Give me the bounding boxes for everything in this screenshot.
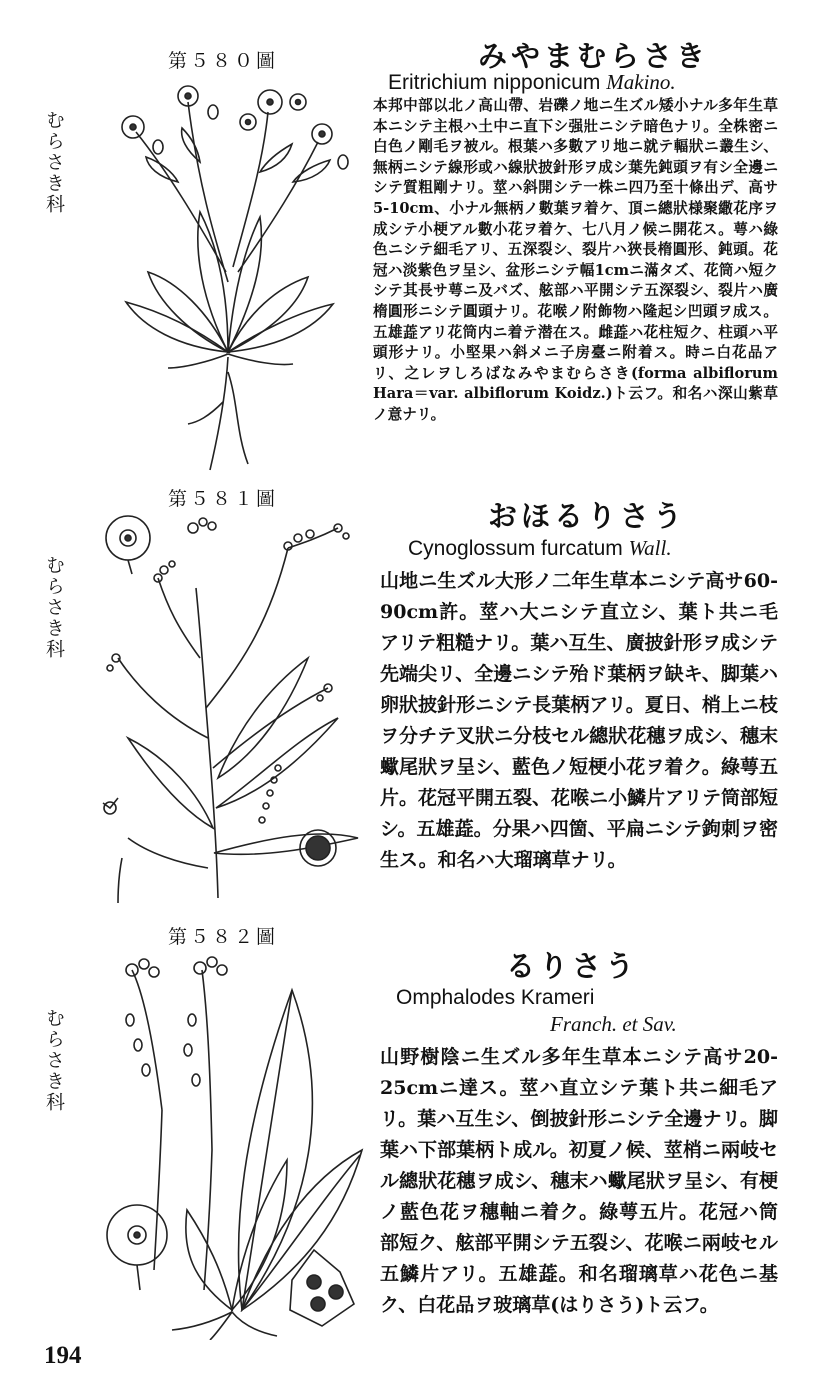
scientific-name xyxy=(388,70,676,95)
family-label: むらさき科 xyxy=(43,1008,65,1113)
description: 山地ニ生ズル大形ノ二年生草本ニシテ高サ60-90cm許。莖ハ大ニシテ直立シ、葉ト共ニ毛アリテ粗糙ナリ。葉ハ互生、廣披針形ヲ成シテ先端尖リ、全邊ニシテ殆ド葉柄ヲ缺キ、脚葉ハ卵狀披針形ニシテ長葉柄アリ。夏日、梢上ニ枝ヲ分チテ叉狀ニ分枝セル總狀花穗ヲ成シ、穗末蠍尾狀ヲ呈シ、藍色ノ短梗小花ヲ着ク。綠萼五片。花冠平開五裂、花喉ニ小鱗片アリテ筒部短シ。五雄蕋。分果ハ四箇、平扁ニシテ鉤刺ヲ密生ス。和名ハ大瑠璃草ナリ。 xyxy=(380,570,778,871)
plant-illustration xyxy=(92,950,382,1340)
genus-species: Cynoglossum furcatum xyxy=(408,537,623,560)
page-number: 194 xyxy=(44,1342,82,1369)
scientific-name xyxy=(396,986,594,1010)
figure-label: 第５８１圖 xyxy=(168,488,279,510)
plant-illustration xyxy=(88,72,368,472)
japanese-name: みやまむらさき xyxy=(478,39,710,73)
authority: Wall. xyxy=(628,536,672,560)
scientific-name xyxy=(408,536,672,561)
genus-species: Eritrichium nipponicum xyxy=(388,71,601,94)
authority: Franch. et Sav. xyxy=(550,1012,677,1036)
description: 山野樹陰ニ生ズル多年生草本ニシテ高サ20-25cmニ達ス。莖ハ直立シテ葉ト共ニ細毛アリ。葉ハ互生シ、倒披針形ニシテ全邊ナリ。脚葉ハ下部葉柄ト成ル。初夏ノ候、莖梢ニ兩岐セル總狀花穗ヲ成シ、穗末ハ蠍尾狀ヲ呈シ、有梗ノ藍色花ヲ穗軸ニ着ク。綠萼五片。花冠ハ筒部短ク、舷部平開シテ五裂シ、花喉ニ兩岐セル五鱗片アリ。五雄蕋。和名瑠璃草ハ花色ニ基ク、白花品ヲ玻璃草(はりさう)ト云フ。 xyxy=(380,1046,778,1316)
authority-line xyxy=(550,1012,677,1037)
authority: Makino. xyxy=(606,70,676,94)
family-label: むらさき科 xyxy=(43,110,65,215)
genus-species: Omphalodes Krameri xyxy=(396,986,595,1009)
figure-label: 第５８２圖 xyxy=(168,926,279,948)
description: 本邦中部以北ノ高山帶、岩礫ノ地ニ生ズル矮小ナル多年生草本ニシテ主根ハ土中ニ直下シ强壯ニシテ暗色ナリ。全株密ニ白色ノ剛毛ヲ被ル。根葉ハ多數アリ地ニ就テ輻狀ニ叢生シ、無柄ニシテ線形或ハ線狀披針形ヲ成シ葉先鈍頭ヲ有シ全邊ニシテ質粗剛ナリ。莖ハ斜開シテ一株ニ四乃至十條出デ、高サ5-10cm、小ナル無柄ノ數葉ヲ着ケ、頂ニ總狀様聚繖花序ヲ成シテ小梗アル數小花ヲ着ケ、七八月ノ候ニ開花ス。萼ハ綠色ニシテ細毛アリ、五深裂シ、裂片ハ狹長楕圓形、鈍頭。花冠ハ淡紫色ヲ呈シ、盆形ニシテ幅1cmニ滿タズ、花筒ハ短クシテ其長サ萼ニ及バズ、舷部ハ平開シテ五深裂シ、裂片ハ廣楕圓形ニシテ圓頭ナリ。花喉ノ附飾物ハ隆起シ凹頭ヲ成ス。五雄蕋アリ花筒内ニ着テ潜在ス。雌蕋ハ花柱短ク、柱頭ハ平頭形ナリ。小堅果ハ斜メニ子房臺ニ附着ス。時ニ白花品アリ、之レヲしろばなみやまむらさき(forma albiflorum Hara＝var. albiflorum Koidz.)ト云フ。和名ハ深山紫草ノ意ナリ。 xyxy=(373,97,778,423)
japanese-name: るりさう xyxy=(506,949,639,983)
japanese-name: おほるりさう xyxy=(488,499,687,533)
plant-illustration xyxy=(88,508,368,903)
family-label: むらさき科 xyxy=(43,555,65,660)
figure-label: 第５８０圖 xyxy=(168,50,279,72)
